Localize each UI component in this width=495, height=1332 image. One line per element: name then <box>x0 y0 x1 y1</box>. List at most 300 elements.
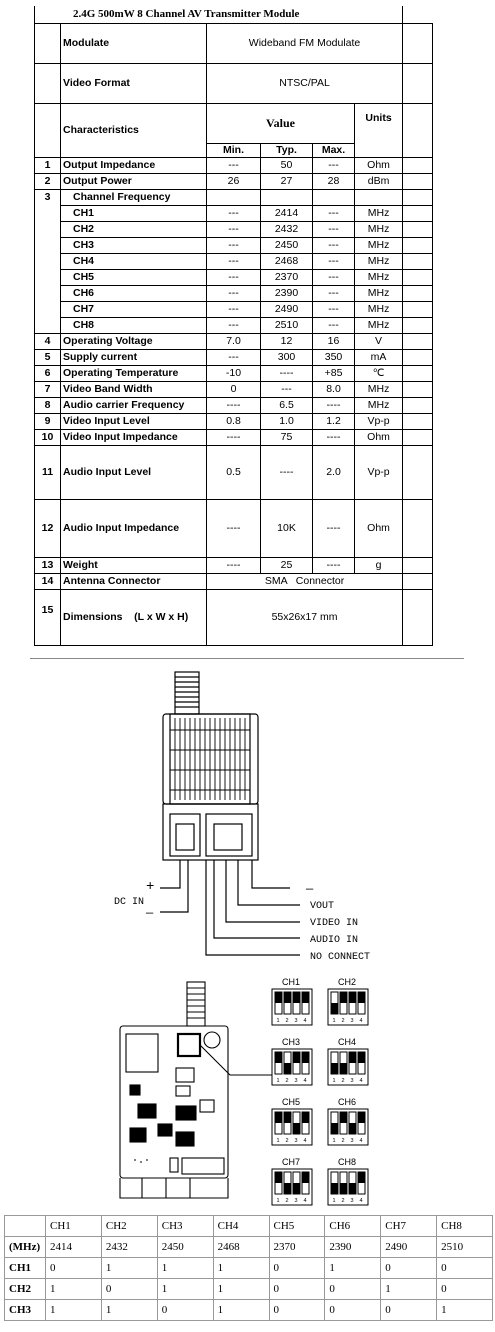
spec-row-max: --- <box>313 317 355 333</box>
binary-cell: 2370 <box>269 1237 325 1258</box>
modulate-label: Modulate <box>61 23 207 63</box>
spec-row-typ: 75 <box>261 429 313 445</box>
dc-minus-label: — <box>146 906 154 920</box>
dip-pin-number: 3 <box>294 1198 298 1204</box>
spec-row <box>35 557 433 573</box>
connector-housing <box>163 804 258 860</box>
spec-row-number <box>35 237 61 253</box>
antenna-connector-icon <box>175 672 199 714</box>
binary-cell: 0 <box>269 1258 325 1279</box>
spec-row-spacer <box>403 557 433 573</box>
dip-knob-up <box>358 992 365 1003</box>
dip-pin-number: 3 <box>350 1078 354 1084</box>
dip-knob-up <box>284 1112 291 1123</box>
spec-row-min: --- <box>207 285 261 301</box>
spec-row-typ: ---- <box>261 445 313 499</box>
spec-row-spacer <box>403 269 433 285</box>
spec-row-typ: 2370 <box>261 269 313 285</box>
dip-switch-ch2 <box>328 977 368 1025</box>
spec-row-spacer <box>403 573 433 589</box>
spec-row-number: 2 <box>35 173 61 189</box>
dip-switch-label: CH4 <box>338 1037 357 1047</box>
section-divider <box>30 658 464 659</box>
min-header: Min. <box>207 143 261 157</box>
spec-row-number: 12 <box>35 499 61 557</box>
spec-row-label: Antenna Connector <box>61 573 207 589</box>
spec-row-min: --- <box>207 221 261 237</box>
pcb-diagram <box>120 982 272 1198</box>
dip-switch-label: CH2 <box>338 977 357 987</box>
spec-row-typ: 12 <box>261 333 313 349</box>
spec-row <box>35 445 433 499</box>
spec-row <box>35 205 433 221</box>
wiring-diagram <box>160 672 300 955</box>
binary-cell: CH7 <box>381 1216 437 1237</box>
spec-row-max: --- <box>313 221 355 237</box>
binary-cell: 2468 <box>213 1237 269 1258</box>
spec-row-number: 3 <box>35 189 61 205</box>
dip-knob-up <box>284 992 291 1003</box>
dip-knob-up <box>302 992 309 1003</box>
dip-pin-number: 2 <box>341 1138 345 1144</box>
spec-row-spacer <box>403 221 433 237</box>
spec-row-max: +85 <box>313 365 355 381</box>
spec-row-label: Output Power <box>61 173 207 189</box>
spec-row-number: 14 <box>35 573 61 589</box>
characteristics-label: Characteristics <box>61 103 207 157</box>
spec-row-number <box>35 253 61 269</box>
spec-row-min: ---- <box>207 397 261 413</box>
spec-row-number: 11 <box>35 445 61 499</box>
spec-row-label: Video Input Impedance <box>61 429 207 445</box>
dip-knob-up <box>302 1112 309 1123</box>
dip-pin-number: 1 <box>276 1018 280 1024</box>
spec-row-typ <box>261 189 313 205</box>
module-body <box>163 714 258 804</box>
dip-switch-ch7 <box>272 1157 312 1205</box>
spec-row-unit: V <box>355 333 403 349</box>
spec-row-max: --- <box>313 253 355 269</box>
spec-row-min: --- <box>207 205 261 221</box>
dip-knob-up <box>358 1172 365 1183</box>
spec-row <box>35 397 433 413</box>
dip-pin-number: 4 <box>359 1018 363 1024</box>
video-format-label: Video Format <box>61 63 207 103</box>
spec-row-min: 0.8 <box>207 413 261 429</box>
spec-row-number <box>35 221 61 237</box>
dip-switch-label: CH3 <box>282 1037 301 1047</box>
binary-cell: 1 <box>101 1300 157 1321</box>
spec-row-max: ---- <box>313 499 355 557</box>
spec-row-typ: 2450 <box>261 237 313 253</box>
dip-knob-up <box>349 1052 356 1063</box>
spec-row-label: Supply current <box>61 349 207 365</box>
units-header: Units <box>355 103 403 157</box>
value-header: Value <box>207 103 355 143</box>
spec-row-unit: MHz <box>355 285 403 301</box>
dip-knob-up <box>293 992 300 1003</box>
dip-knob-down <box>349 1123 356 1134</box>
dip-pin-number: 1 <box>276 1138 280 1144</box>
dip-knob-down <box>340 1063 347 1074</box>
spec-row-max: 2.0 <box>313 445 355 499</box>
spec-row <box>35 499 433 557</box>
spec-row-typ: 27 <box>261 173 313 189</box>
dip-switch-label: CH5 <box>282 1097 301 1107</box>
dip-switch-label: CH1 <box>282 977 301 987</box>
binary-table-row <box>5 1279 493 1300</box>
dip-knob-up <box>275 1172 282 1183</box>
spec-row-max: ---- <box>313 557 355 573</box>
spec-row-max: 1.2 <box>313 413 355 429</box>
binary-table-row <box>5 1300 493 1321</box>
binary-cell: 1 <box>46 1279 102 1300</box>
spec-row-number: 13 <box>35 557 61 573</box>
module-diagrams <box>0 668 495 1208</box>
spec-row <box>35 221 433 237</box>
dip-pin-number: 1 <box>332 1198 336 1204</box>
binary-cell: 0 <box>325 1300 381 1321</box>
spec-row-min: 0 <box>207 381 261 397</box>
spec-row-spacer <box>403 157 433 173</box>
spec-row <box>35 237 433 253</box>
video-format-value: NTSC/PAL <box>207 63 403 103</box>
dip-knob-up <box>358 1112 365 1123</box>
spec-row-spacer <box>403 285 433 301</box>
spec-row-spacer <box>403 397 433 413</box>
dip-knob-down <box>293 1123 300 1134</box>
dip-pin-number: 2 <box>341 1198 345 1204</box>
dip-pin-number: 4 <box>303 1018 307 1024</box>
spec-row-spacer <box>403 365 433 381</box>
binary-cell: 2414 <box>46 1237 102 1258</box>
spec-row-spacer <box>403 317 433 333</box>
dip-knob-down <box>284 1063 291 1074</box>
dip-switch-label: CH8 <box>338 1157 357 1167</box>
dip-pin-number: 3 <box>350 1198 354 1204</box>
spec-row-label: Operating Temperature <box>61 365 207 381</box>
spec-row-unit: MHz <box>355 253 403 269</box>
dip-switch-ch5 <box>272 1097 312 1145</box>
dip-knob-up <box>302 1172 309 1183</box>
spec-row <box>35 285 433 301</box>
dimensions-value: 55x26x17 mm <box>207 589 403 645</box>
spec-row-min: ---- <box>207 499 261 557</box>
spec-row-typ: 2390 <box>261 285 313 301</box>
spec-row-number: 7 <box>35 381 61 397</box>
binary-cell: 0 <box>381 1258 437 1279</box>
spec-row-unit: MHz <box>355 301 403 317</box>
spec-row <box>35 333 433 349</box>
dip-knob-down <box>331 1003 338 1014</box>
vout-label: VOUT <box>310 901 335 912</box>
spec-row-spacer <box>403 349 433 365</box>
spec-row-spacer <box>403 333 433 349</box>
dip-knob-up <box>293 1052 300 1063</box>
dip-pin-number: 4 <box>303 1138 307 1144</box>
spec-row-unit: dBm <box>355 173 403 189</box>
spec-row-number: 10 <box>35 429 61 445</box>
binary-table-header <box>5 1216 493 1237</box>
binary-cell: 1 <box>157 1258 213 1279</box>
spec-row-min <box>207 189 261 205</box>
spec-row <box>35 157 433 173</box>
binary-cell: 0 <box>101 1279 157 1300</box>
spec-row-number: 4 <box>35 333 61 349</box>
dip-pin-number: 4 <box>359 1198 363 1204</box>
spec-row-max: --- <box>313 237 355 253</box>
dc-in-label: DC IN <box>114 897 145 908</box>
spec-row-spacer <box>403 413 433 429</box>
spec-row-label: CH7 <box>61 301 207 317</box>
dip-pin-number: 4 <box>359 1138 363 1144</box>
spec-row-typ: 50 <box>261 157 313 173</box>
spec-table <box>34 6 433 646</box>
spec-row-min: --- <box>207 237 261 253</box>
spec-row-min: 0.5 <box>207 445 261 499</box>
dip-switch-ch8 <box>328 1157 368 1205</box>
channel-binary-table <box>4 1215 493 1321</box>
spec-row-spacer <box>403 381 433 397</box>
spec-row-label: Weight <box>61 557 207 573</box>
binary-cell: 0 <box>157 1300 213 1321</box>
dip-switch-ch4 <box>328 1037 368 1085</box>
spec-row-typ: 2468 <box>261 253 313 269</box>
binary-cell: CH8 <box>437 1216 493 1237</box>
dip-switch-ch1 <box>272 977 312 1025</box>
dip-knob-down <box>331 1183 338 1194</box>
spec-row-spacer <box>403 499 433 557</box>
spec-row <box>35 573 433 589</box>
spec-row-number <box>35 317 61 333</box>
spec-row-number: 8 <box>35 397 61 413</box>
spec-row <box>35 173 433 189</box>
spec-row-min: -10 <box>207 365 261 381</box>
binary-cell: 1 <box>157 1279 213 1300</box>
dip-pin-number: 4 <box>359 1078 363 1084</box>
spec-row-max: --- <box>313 301 355 317</box>
dip-knob-up <box>349 992 356 1003</box>
dip-pin-number: 1 <box>276 1198 280 1204</box>
dip-pin-number: 3 <box>350 1018 354 1024</box>
spec-row-min: 26 <box>207 173 261 189</box>
spec-row-unit: MHz <box>355 317 403 333</box>
spec-row-typ: 2414 <box>261 205 313 221</box>
binary-cell: 0 <box>269 1279 325 1300</box>
spec-row-min: ---- <box>207 557 261 573</box>
typ-header: Typ. <box>261 143 313 157</box>
spec-row-label: Channel Frequency <box>61 189 207 205</box>
spec-row-unit: MHz <box>355 269 403 285</box>
dip-pin-number: 4 <box>303 1198 307 1204</box>
spec-row-max: --- <box>313 285 355 301</box>
dip-switch-pointer <box>200 1045 272 1075</box>
spec-row <box>35 317 433 333</box>
binary-row-header: (MHz) <box>5 1237 46 1258</box>
spec-row-spacer <box>403 429 433 445</box>
spec-row-unit: Vp-p <box>355 445 403 499</box>
spec-row-number: 9 <box>35 413 61 429</box>
spec-row-min: 7.0 <box>207 333 261 349</box>
spec-row-label: Audio carrier Frequency <box>61 397 207 413</box>
spec-row-unit: Ohm <box>355 429 403 445</box>
spec-row-unit: Vp-p <box>355 413 403 429</box>
binary-row-header: CH1 <box>5 1258 46 1279</box>
dip-pin-number: 2 <box>285 1138 289 1144</box>
binary-cell: 2432 <box>101 1237 157 1258</box>
spec-row <box>35 429 433 445</box>
dip-switch-ch3 <box>272 1037 312 1085</box>
spec-row <box>35 253 433 269</box>
spec-row-spacer <box>403 189 433 205</box>
antenna-connector-value: SMA Connector <box>207 573 403 589</box>
binary-table-row <box>5 1258 493 1279</box>
spec-row-min: --- <box>207 157 261 173</box>
spec-row-min: --- <box>207 301 261 317</box>
spec-row-typ: 10K <box>261 499 313 557</box>
binary-cell: 0 <box>269 1300 325 1321</box>
dip-pin-number: 3 <box>350 1138 354 1144</box>
binary-cell: 0 <box>437 1279 493 1300</box>
spec-row-min: --- <box>207 349 261 365</box>
dip-knob-down <box>293 1183 300 1194</box>
dip-switch-label: CH6 <box>338 1097 357 1107</box>
spec-row <box>35 301 433 317</box>
spec-row-spacer <box>403 589 433 645</box>
spec-row-label: CH2 <box>61 221 207 237</box>
binary-row-header <box>5 1216 46 1237</box>
binary-row-header: CH2 <box>5 1279 46 1300</box>
spec-row-typ: ---- <box>261 365 313 381</box>
binary-cell: 1 <box>46 1300 102 1321</box>
dip-pin-number: 2 <box>285 1018 289 1024</box>
spec-row <box>35 413 433 429</box>
spec-row-label: CH8 <box>61 317 207 333</box>
dip-switch-label: CH7 <box>282 1157 301 1167</box>
spec-row-unit: MHz <box>355 221 403 237</box>
binary-cell: 0 <box>46 1258 102 1279</box>
spec-row <box>35 349 433 365</box>
binary-cell: 2490 <box>381 1237 437 1258</box>
dip-switch-ch6 <box>328 1097 368 1145</box>
spec-row-spacer <box>403 253 433 269</box>
spec-row-min: --- <box>207 253 261 269</box>
dip-switch-grid <box>272 977 368 1205</box>
binary-cell: 0 <box>325 1279 381 1300</box>
spec-row-typ: 2510 <box>261 317 313 333</box>
dip-knob-up <box>275 992 282 1003</box>
binary-cell: 1 <box>213 1279 269 1300</box>
binary-table-row <box>5 1237 493 1258</box>
dip-knob-down <box>284 1183 291 1194</box>
spec-row-max: --- <box>313 157 355 173</box>
spec-row-label: CH4 <box>61 253 207 269</box>
dip-pin-number: 2 <box>285 1078 289 1084</box>
spec-row-unit: ℃ <box>355 365 403 381</box>
dc-plus-label: + <box>146 879 155 895</box>
spec-row-number: 15 <box>35 589 61 645</box>
spec-row-spacer <box>403 445 433 499</box>
spec-row-unit: mA <box>355 349 403 365</box>
spec-row-min: --- <box>207 317 261 333</box>
spec-row-typ: 300 <box>261 349 313 365</box>
binary-cell: 2450 <box>157 1237 213 1258</box>
spec-row-max: --- <box>313 205 355 221</box>
dip-knob-up <box>275 1112 282 1123</box>
dip-pin-number: 3 <box>294 1078 298 1084</box>
av-minus-label: — <box>306 882 314 896</box>
spec-row-unit: g <box>355 557 403 573</box>
spec-row-unit: MHz <box>355 237 403 253</box>
dip-knob-down <box>331 1063 338 1074</box>
binary-cell: 0 <box>381 1300 437 1321</box>
spec-row-number <box>35 269 61 285</box>
modulate-value: Wideband FM Modulate <box>207 23 403 63</box>
spec-row-typ: --- <box>261 381 313 397</box>
binary-cell: CH6 <box>325 1216 381 1237</box>
audio-in-label: AUDIO IN <box>310 935 359 946</box>
spec-row-max: 28 <box>313 173 355 189</box>
max-header: Max. <box>313 143 355 157</box>
binary-cell: 1 <box>101 1258 157 1279</box>
spec-row-max: ---- <box>313 429 355 445</box>
spec-row-unit: MHz <box>355 397 403 413</box>
spec-row-spacer <box>403 237 433 253</box>
spec-row-min: ---- <box>207 429 261 445</box>
video-in-label: VIDEO IN <box>310 918 359 929</box>
binary-cell: CH1 <box>46 1216 102 1237</box>
binary-cell: CH3 <box>157 1216 213 1237</box>
spec-row <box>35 365 433 381</box>
dip-knob-down <box>349 1183 356 1194</box>
spec-row-number: 5 <box>35 349 61 365</box>
dip-knob-up <box>340 992 347 1003</box>
spec-row-label: Video Input Level <box>61 413 207 429</box>
binary-cell: 1 <box>381 1279 437 1300</box>
dip-knob-up <box>340 1112 347 1123</box>
spec-row-label: Operating Voltage <box>61 333 207 349</box>
spec-row-label: CH6 <box>61 285 207 301</box>
spec-row-max: 8.0 <box>313 381 355 397</box>
spec-row-number <box>35 205 61 221</box>
spec-row-unit: MHz <box>355 381 403 397</box>
spec-row-typ: 2490 <box>261 301 313 317</box>
spec-row-label: Audio Input Level <box>61 445 207 499</box>
dip-pin-number: 2 <box>341 1018 345 1024</box>
pcb-antenna-icon <box>187 982 205 1026</box>
binary-cell: 1 <box>213 1300 269 1321</box>
dip-knob-down <box>331 1123 338 1134</box>
spec-row-max: ---- <box>313 397 355 413</box>
binary-cell: 1 <box>325 1258 381 1279</box>
dip-knob-up <box>358 1052 365 1063</box>
spec-row <box>35 189 433 205</box>
spec-row-spacer <box>403 173 433 189</box>
dip-pin-number: 2 <box>341 1078 345 1084</box>
spec-row-label: CH1 <box>61 205 207 221</box>
binary-cell: CH4 <box>213 1216 269 1237</box>
dip-knob-up <box>275 1052 282 1063</box>
dip-pin-number: 1 <box>276 1078 280 1084</box>
spec-row-label: Audio Input Impedance <box>61 499 207 557</box>
dip-pin-number: 4 <box>303 1078 307 1084</box>
spec-row-unit: Ohm <box>355 157 403 173</box>
dip-knob-down <box>340 1183 347 1194</box>
spec-row-label: Video Band Width <box>61 381 207 397</box>
binary-cell: CH2 <box>101 1216 157 1237</box>
binary-cell: 2510 <box>437 1237 493 1258</box>
no-connect-label: NO CONNECT <box>310 952 371 963</box>
